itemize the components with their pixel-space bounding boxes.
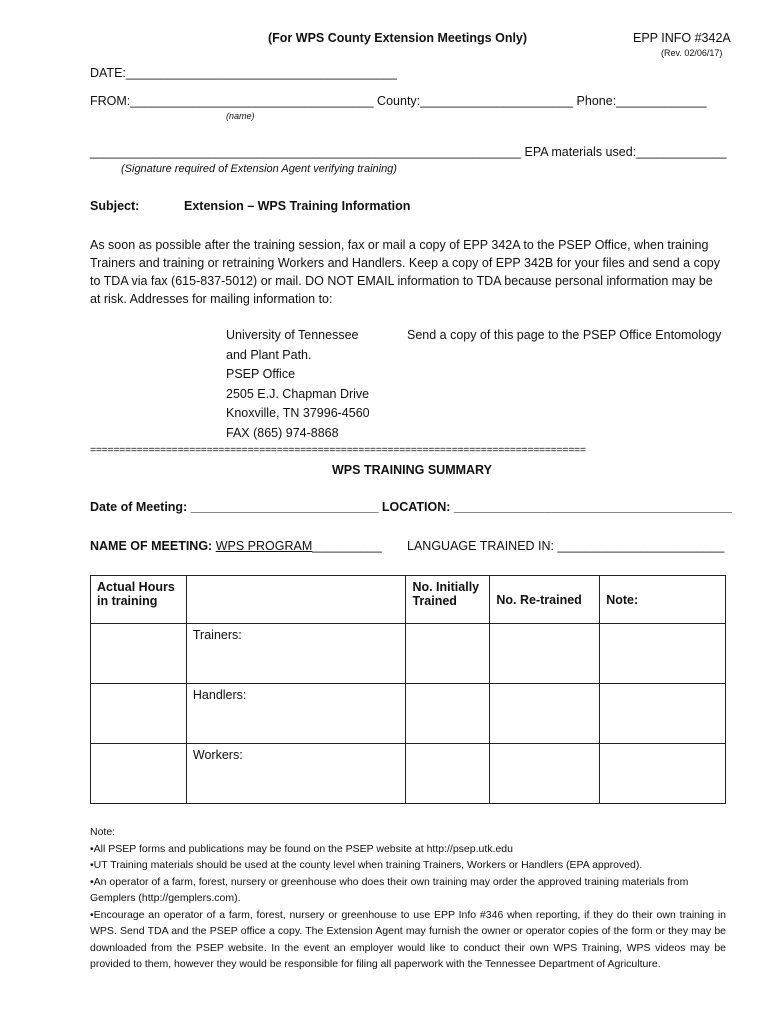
- notes-section: [90, 824, 726, 973]
- table-row: [91, 684, 726, 744]
- signature-epa-fields[interactable]: [90, 145, 727, 159]
- note-item: •UT Training materials should be used at the county level when training Trainers, Workers or Handlers (EPA approved).: [90, 859, 643, 871]
- row-label-handlers: Handlers:: [186, 684, 406, 744]
- row-label-workers: Workers:: [186, 744, 406, 804]
- signature-hint: (Signature required of Extension Agent verifying training): [121, 163, 397, 175]
- from-county-phone-fields[interactable]: FROM:___________________________________ County:______________________ Phone:_____________: [90, 94, 707, 108]
- note-cell[interactable]: [600, 624, 726, 684]
- note-item: •Encourage an operator of a farm, forest, nursery or greenhouse to use EPP Info #346 when reporting, if they do their own training in WPS. Send TDA and the PSEP office a copy. The Extension Agent may furnish the owner or operator copies of the form or they may be downloaded from the PSEP website. In the event an employer would like to conduct their own WPS Training, WPS videos may be provided to them, however they would be responsible for filing all paperwork with the Tennessee Department of Agriculture.: [90, 908, 726, 970]
- address-line: University of Tennessee: [226, 328, 359, 342]
- initially-trained-cell[interactable]: [406, 624, 490, 684]
- page-title: (For WPS County Extension Meetings Only): [268, 31, 528, 45]
- header-retrained: No. Re-trained: [490, 576, 600, 624]
- meeting-name-value[interactable]: WPS PROGRAM: [215, 539, 313, 553]
- table-row: [91, 624, 726, 684]
- hours-cell[interactable]: [91, 744, 187, 804]
- notes-heading: Note:: [90, 826, 116, 838]
- header-initially-trained: No. Initially Trained: [406, 576, 490, 624]
- address-line: PSEP Office: [226, 367, 296, 381]
- hours-cell[interactable]: [91, 684, 187, 744]
- table-row: [91, 744, 726, 804]
- separator-line: =====================================================================================: [90, 444, 586, 456]
- row-label-trainers: Trainers:: [186, 624, 406, 684]
- meeting-name-label: NAME OF MEETING:: [90, 539, 213, 553]
- date-of-meeting-label[interactable]: Date of Meeting: ___________________________: [90, 500, 379, 514]
- subject-value: Extension – WPS Training Information: [184, 199, 411, 213]
- address-line: Knoxville, TN 37996-4560: [226, 406, 370, 420]
- initially-trained-cell[interactable]: [406, 684, 490, 744]
- retrained-cell[interactable]: [490, 744, 600, 804]
- signature-line[interactable]: ______________________________________________________________ EPA materials used:_____________: [90, 145, 727, 159]
- initially-trained-cell[interactable]: [406, 744, 490, 804]
- note-item: •All PSEP forms and publications may be found on the PSEP website at http://psep.utk.edu: [90, 842, 513, 855]
- mailing-address: [226, 326, 370, 443]
- retrained-cell[interactable]: [490, 624, 600, 684]
- address-line: and Plant Path.: [226, 347, 312, 362]
- location-label[interactable]: LOCATION: ________________________________________: [381, 500, 732, 514]
- language-field[interactable]: LANGUAGE TRAINED IN: ________________________: [407, 539, 725, 553]
- meeting-name-field[interactable]: [90, 539, 382, 553]
- header-blank: [186, 576, 406, 624]
- note-cell[interactable]: [600, 744, 726, 804]
- meeting-name-blank[interactable]: __________: [312, 539, 382, 553]
- summary-title: WPS TRAINING SUMMARY: [332, 463, 492, 477]
- document-id: EPP INFO #342A: [633, 31, 731, 45]
- revision-date: (Rev. 02/06/17): [661, 48, 723, 58]
- date-of-meeting-field[interactable]: [90, 500, 732, 514]
- table-header-row: [91, 576, 726, 624]
- name-hint: (name): [226, 111, 255, 121]
- address-line: 2505 E.J. Chapman Drive: [226, 386, 370, 401]
- address-line: FAX (865) 974-8868: [226, 425, 339, 440]
- training-summary-table: [90, 575, 726, 804]
- header-note: Note:: [600, 576, 726, 624]
- hours-cell[interactable]: [91, 624, 187, 684]
- note-item: •An operator of a farm, forest, nursery or greenhouse who does their own training may order the approved training materials from Gemplers (http://gemplers.com).: [90, 875, 689, 904]
- note-cell[interactable]: [600, 684, 726, 744]
- retrained-cell[interactable]: [490, 684, 600, 744]
- subject-label: Subject:: [90, 199, 140, 213]
- header-actual-hours: Actual Hours in training: [91, 576, 187, 624]
- date-field[interactable]: DATE:_______________________________________: [90, 66, 398, 80]
- send-copy-note: Send a copy of this page to the PSEP Office Entomology: [407, 328, 722, 342]
- instructions-paragraph: As soon as possible after the training session, fax or mail a copy of EPP 342A to the PSEP Office, when training Trainers and training or retraining Workers and Handlers. Keep a copy of EPP 342B for your files and send a copy to TDA via fax (615-837-5012) or mail. DO NOT EMAIL information to TDA because personal information may be at risk. Addresses for mailing information to:: [90, 238, 720, 306]
